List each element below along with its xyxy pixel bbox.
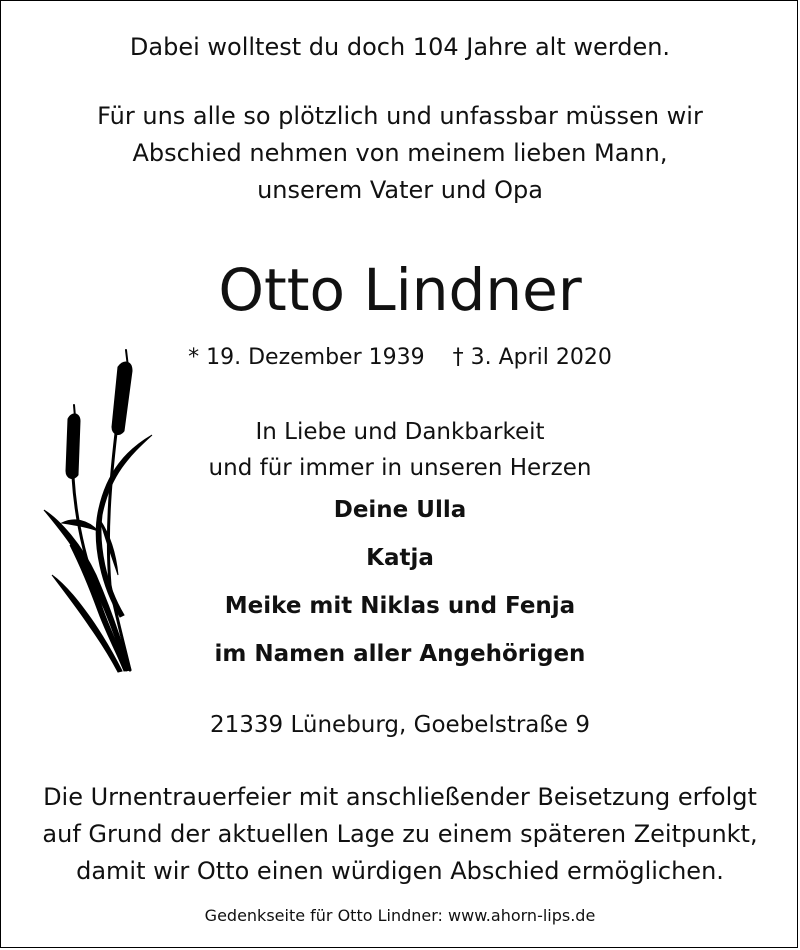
deceased-name: Otto Lindner [218,256,582,324]
love-line-1: In Liebe und Dankbarkeit [255,419,545,445]
notice-line-2: auf Grund der aktuellen Lage zu einem späteren Zeitpunkt, [42,820,758,848]
birth-date: * 19. Dezember 1939 [188,345,425,370]
signatory-1: Deine Ulla [333,497,467,523]
intro-line-2: Für uns alle so plötzlich und unfassbar müssen wir [97,102,703,130]
signatory-2: Katja [366,545,434,571]
family-address: 21339 Lüneburg, Goebelstraße 9 [210,712,590,738]
intro-line-4: unserem Vater und Opa [257,176,543,204]
memorial-page-footer: Gedenkseite für Otto Lindner: www.ahorn-lips.de [204,906,596,925]
love-line-2: und für immer in unseren Herzen [208,455,592,481]
death-date: † 3. April 2020 [452,345,612,370]
intro-line-1: Dabei wolltest du doch 104 Jahre alt werden. [129,33,671,61]
intro-line-3: Abschied nehmen von meinem lieben Mann, [132,139,668,167]
signatory-3: Meike mit Niklas und Fenja [224,593,576,619]
signatory-4: im Namen aller Angehörigen [214,641,586,667]
notice-line-1: Die Urnentrauerfeier mit anschließender Beisetzung erfolgt [43,783,757,811]
notice-line-3: damit wir Otto einen würdigen Abschied ermöglichen. [76,857,724,885]
